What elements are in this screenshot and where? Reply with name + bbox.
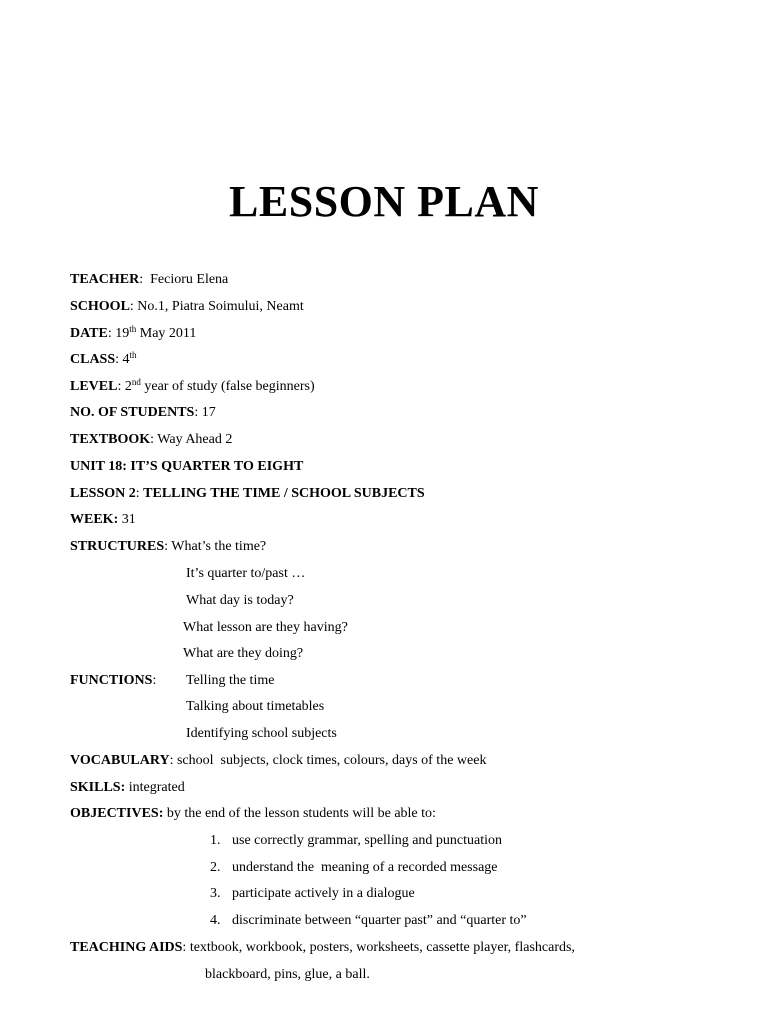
- students-label: NO. OF STUDENTS: [70, 405, 195, 420]
- class-sep: :: [115, 352, 123, 367]
- textbook-label: TEXTBOOK: [70, 432, 151, 447]
- objective-number: 4.: [210, 913, 221, 928]
- function-item: Identifying school subjects: [186, 726, 337, 741]
- structure-item: What’s the time?: [171, 539, 267, 554]
- week-value: 31: [121, 512, 136, 527]
- vocabulary-line: [70, 752, 486, 770]
- school-label: SCHOOL: [70, 299, 130, 314]
- vocabulary-sep: :: [169, 753, 177, 768]
- unit-label: UNIT 18: IT’S QUARTER TO EIGHT: [70, 459, 304, 474]
- class-label: CLASS: [70, 352, 116, 367]
- lesson-sep: :: [135, 486, 144, 501]
- week-label: WEEK:: [70, 512, 119, 527]
- date-rest: May 2011: [136, 326, 197, 341]
- structure-item: What lesson are they having?: [183, 620, 348, 635]
- objective-item: [210, 832, 502, 850]
- structures-label: STRUCTURES: [70, 539, 165, 554]
- objective-number: 2.: [210, 860, 221, 875]
- students-sep: :: [194, 405, 202, 420]
- students-value: 17: [201, 405, 216, 420]
- teaching-aids-line: [70, 939, 575, 957]
- date-line: [70, 325, 196, 343]
- class-value-suffix: th: [129, 350, 137, 360]
- objective-item: [210, 859, 498, 877]
- textbook-line: [70, 431, 232, 449]
- objectives-intro: by the end of the lesson students will be able to:: [166, 806, 436, 821]
- functions-label: FUNCTIONS: [70, 673, 153, 688]
- teacher-label: TEACHER: [70, 272, 140, 287]
- date-day-suffix: th: [129, 324, 137, 334]
- school-sep: :: [129, 299, 138, 314]
- function-item: Telling the time: [186, 673, 275, 688]
- class-line: [70, 351, 137, 369]
- structures-sep: :: [164, 539, 172, 554]
- function-item: Talking about timetables: [186, 699, 325, 714]
- objective-number: 3.: [210, 886, 221, 901]
- date-sep: :: [107, 326, 116, 341]
- objectives-label: OBJECTIVES:: [70, 806, 164, 821]
- skills-line: [70, 779, 185, 797]
- skills-label: SKILLS:: [70, 780, 126, 795]
- level-value-suffix: nd: [131, 377, 141, 387]
- objective-text: use correctly grammar, spelling and punctuation: [232, 833, 503, 848]
- school-line: [70, 298, 304, 316]
- lesson-label: LESSON 2: [70, 486, 136, 501]
- objective-text: participate actively in a dialogue: [232, 886, 415, 901]
- level-line: [70, 378, 315, 396]
- functions-line: [70, 672, 156, 690]
- level-sep: :: [117, 379, 125, 394]
- textbook-value: Way Ahead 2: [157, 432, 233, 447]
- functions-sep: :: [152, 673, 157, 688]
- level-label: LEVEL: [70, 379, 118, 394]
- objective-item: [210, 912, 527, 930]
- vocabulary-value: school subjects, clock times, colours, days of the week: [176, 753, 487, 768]
- skills-value: integrated: [128, 780, 185, 795]
- vocabulary-label: VOCABULARY: [70, 753, 170, 768]
- date-day: 19: [115, 326, 130, 341]
- date-label: DATE: [70, 326, 108, 341]
- teaching-aids-sep: :: [182, 940, 190, 955]
- teaching-aids-label: TEACHING AIDS: [70, 940, 183, 955]
- textbook-sep: :: [150, 432, 158, 447]
- teacher-value: Fecioru Elena: [150, 272, 229, 287]
- objective-text: discriminate between “quarter past” and “quarter to”: [232, 913, 527, 928]
- structures-line: [70, 538, 266, 556]
- structure-item: It’s quarter to/past …: [186, 566, 306, 581]
- objectives-line: [70, 805, 436, 823]
- objective-number: 1.: [210, 833, 221, 848]
- objective-text: understand the meaning of a recorded message: [232, 860, 498, 875]
- students-line: [70, 404, 216, 422]
- objective-item: [210, 885, 415, 903]
- lesson-value: TELLING THE TIME / SCHOOL SUBJECTS: [143, 486, 425, 501]
- structure-item: What are they doing?: [183, 646, 304, 661]
- page-title: LESSON PLAN: [229, 177, 539, 226]
- teaching-aids-line2: blackboard, pins, glue, a ball.: [205, 967, 370, 982]
- level-rest: year of study (false beginners): [140, 379, 315, 394]
- lesson-line: [70, 485, 425, 503]
- teacher-line: [70, 271, 228, 289]
- class-value: 4: [122, 352, 130, 367]
- level-value: 2: [124, 379, 132, 394]
- week-line: [70, 511, 136, 529]
- teacher-sep: :: [139, 272, 151, 287]
- teaching-aids-line1: textbook, workbook, posters, worksheets, cassette player, flashcards,: [189, 940, 575, 955]
- structure-item: What day is today?: [186, 593, 294, 608]
- school-value: No.1, Piatra Soimului, Neamt: [137, 299, 304, 314]
- unit-line: [70, 458, 303, 476]
